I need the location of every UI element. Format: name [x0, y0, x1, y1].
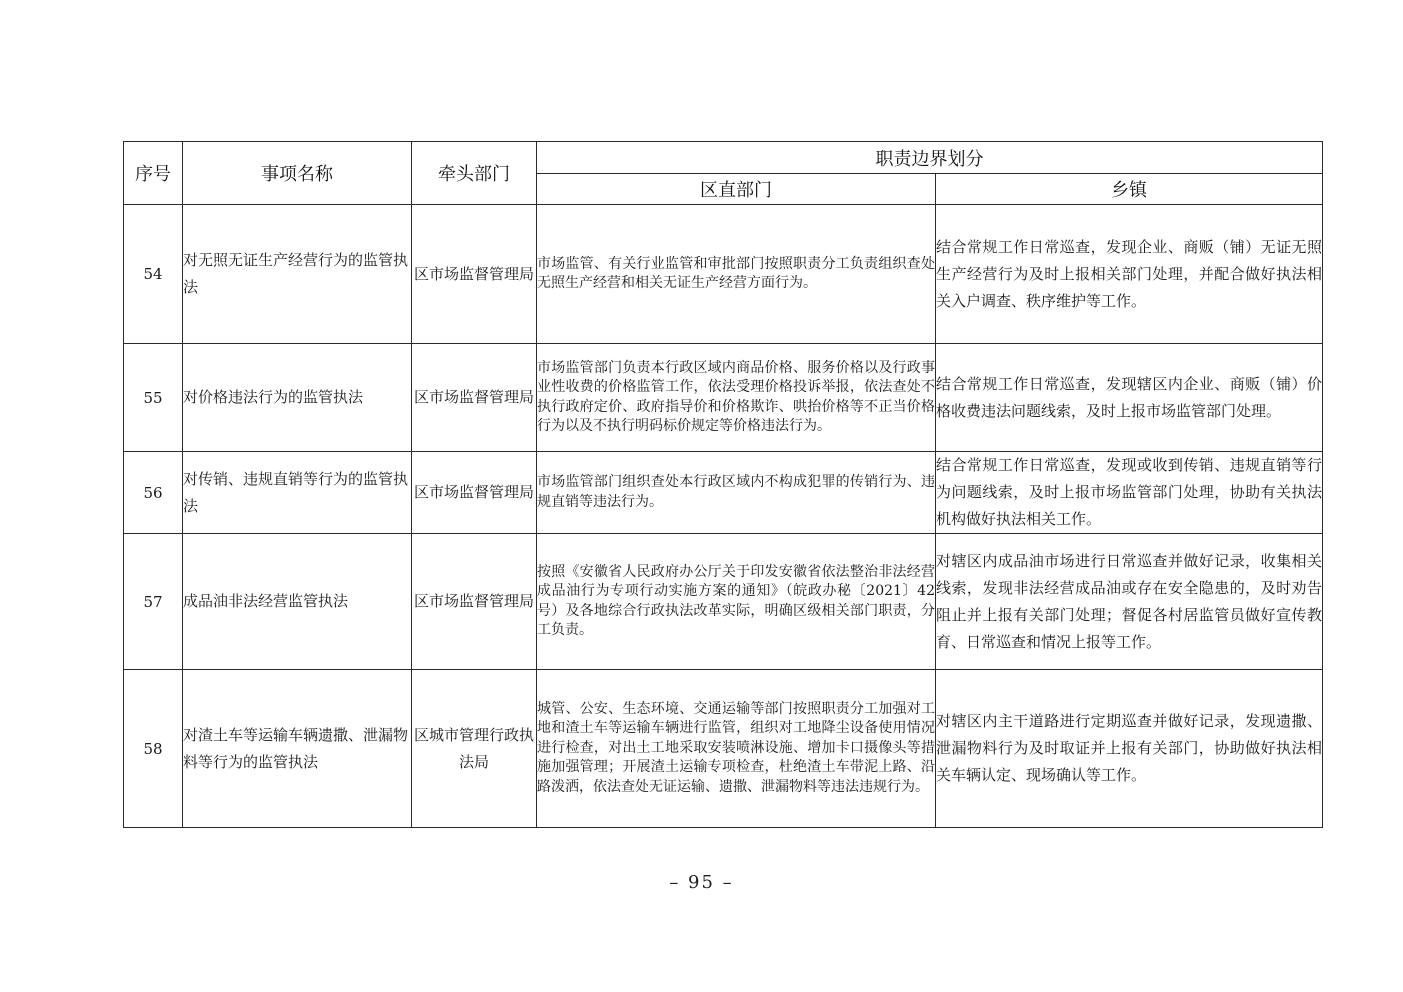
row-item-name: 成品油非法经营监管执法	[183, 534, 412, 670]
row-lead-department: 区市场监督管理局	[412, 452, 537, 534]
row-township-duty: 对辖区内成品油市场进行日常巡查并做好记录，收集相关线索，发现非法经营成品油或存在安全隐患的，及时劝告阻止并上报有关部门处理；督促各村居监管员做好宣传教育、日常巡查和情况上报等工作。	[936, 534, 1323, 670]
row-item-name: 对无照无证生产经营行为的监管执法	[183, 205, 412, 344]
header-serial-number: 序号	[124, 142, 183, 205]
row-serial-number: 57	[124, 534, 183, 670]
row-item-name: 对渣土车等运输车辆遗撒、泄漏物料等行为的监管执法	[183, 670, 412, 828]
header-row-top	[124, 142, 1323, 174]
row-lead-department: 区市场监督管理局	[412, 205, 537, 344]
row-lead-department: 区市场监督管理局	[412, 534, 537, 670]
row-serial-number: 54	[124, 205, 183, 344]
row-township-duty: 结合常规工作日常巡查，发现辖区内企业、商贩（铺）价格收费违法问题线索，及时上报市场监管部门处理。	[936, 344, 1323, 452]
row-item-name: 对价格违法行为的监管执法	[183, 344, 412, 452]
row-township-duty: 对辖区内主干道路进行定期巡查并做好记录，发现遗撒、泄漏物料行为及时取证并上报有关部门，协助做好执法相关车辆认定、现场确认等工作。	[936, 670, 1323, 828]
row-district-duty: 市场监管部门组织查处本行政区域内不构成犯罪的传销行为、违规直销等违法行为。	[537, 452, 936, 534]
table-row	[124, 344, 1323, 452]
row-lead-department: 区市场监督管理局	[412, 344, 537, 452]
row-district-duty: 市场监管部门负责本行政区域内商品价格、服务价格以及行政事业性收费的价格监管工作，依法受理价格投诉举报，依法查处不执行政府定价、政府指导价和价格欺诈、哄抬价格等不正当价格行为以及不执行明码标价规定等价格违法行为。	[537, 344, 936, 452]
duty-boundary-table	[123, 141, 1323, 828]
table-row	[124, 534, 1323, 670]
row-serial-number: 58	[124, 670, 183, 828]
row-lead-department: 区城市管理行政执法局	[412, 670, 537, 828]
row-district-duty: 城管、公安、生态环境、交通运输等部门按照职责分工加强对工地和渣土车等运输车辆进行监管，组织对工地降尘设备使用情况进行检查，对出土工地采取安装喷淋设施、增加卡口摄像头等措施加强管理；开展渣土运输专项检查，杜绝渣土车带泥上路、沿路泼洒，依法查处无证运输、遗撒、泄漏物料等违法违规行为。	[537, 670, 936, 828]
table-row	[124, 205, 1323, 344]
row-item-name: 对传销、违规直销等行为的监管执法	[183, 452, 412, 534]
header-lead-department: 牵头部门	[412, 142, 537, 205]
row-district-duty: 市场监管、有关行业监管和审批部门按照职责分工负责组织查处无照生产经营和相关无证生产经营方面行为。	[537, 205, 936, 344]
row-township-duty: 结合常规工作日常巡查，发现企业、商贩（铺）无证无照生产经营行为及时上报相关部门处理，并配合做好执法相关入户调查、秩序维护等工作。	[936, 205, 1323, 344]
row-serial-number: 56	[124, 452, 183, 534]
table-row	[124, 452, 1323, 534]
table-row	[124, 670, 1323, 828]
header-district-departments: 区直部门	[537, 174, 936, 205]
header-responsibility-division: 职责边界划分	[537, 142, 1323, 174]
header-item-name: 事项名称	[183, 142, 412, 205]
row-township-duty: 结合常规工作日常巡查，发现或收到传销、违规直销等行为问题线索，及时上报市场监管部门处理，协助有关执法机构做好执法相关工作。	[936, 452, 1323, 534]
page-number: – 95 –	[669, 872, 734, 893]
header-townships: 乡镇	[936, 174, 1323, 205]
row-district-duty: 按照《安徽省人民政府办公厅关于印发安徽省依法整治非法经营成品油行为专项行动实施方案的通知》（皖政办秘〔2021〕42号）及各地综合行政执法改革实际，明确区级相关部门职责，分工负责。	[537, 534, 936, 670]
row-serial-number: 55	[124, 344, 183, 452]
